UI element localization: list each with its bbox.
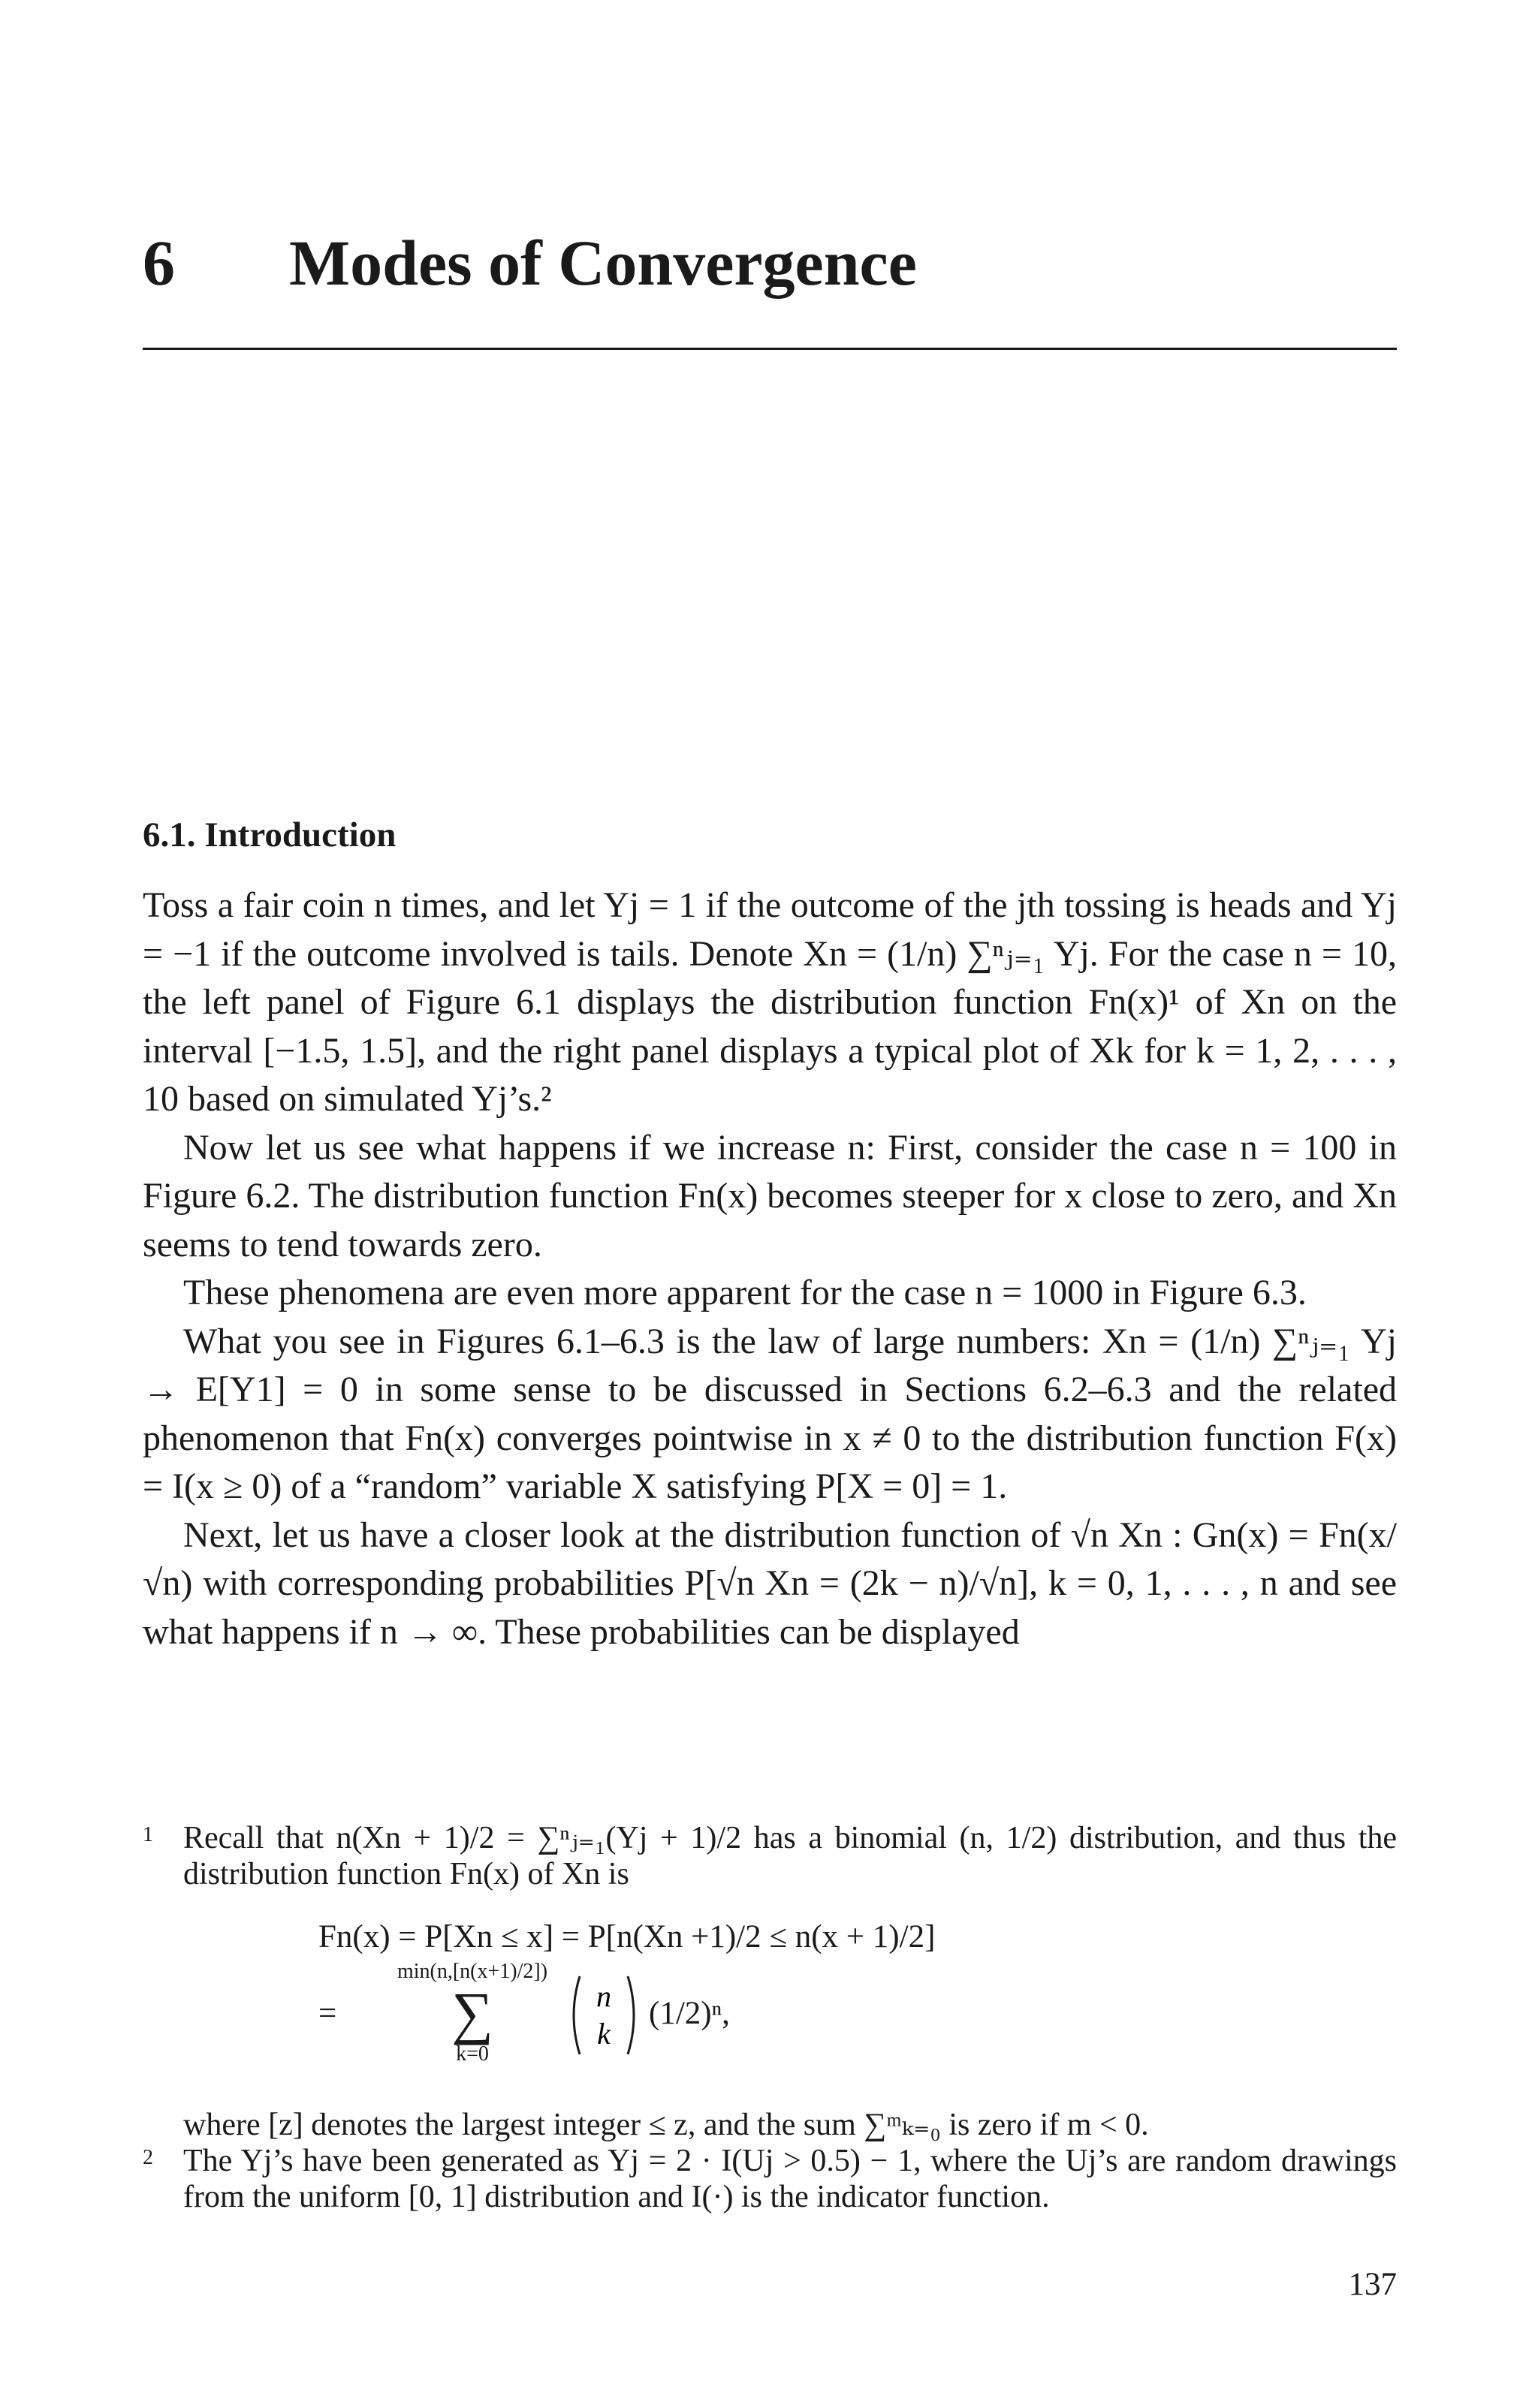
summation: [386, 1960, 559, 2066]
footnotes: [143, 1820, 1397, 2215]
footnote-2-text: The Yj’s have been generated as Yj = 2 · I(Uj > 0.5) − 1, where the Uj’s are random drawings from the uniform [0, 1] distribution and I(·) is the indicator function.: [183, 2144, 1397, 2214]
display-line-1: Fn(x) = P[Xn ≤ x] = P[n(Xn +1)/2 ≤ n(x + 1)/2]: [318, 1919, 936, 1954]
paragraph-4: What you see in Figures 6.1–6.3 is the law of large numbers: Xn = (1/n) ∑ⁿⱼ₌₁ Yj → E[Y1] = 0 in some sense to be discussed in Sections 6.2–6.3 and the related phenomenon that Fn(x) converges pointwise in x ≠ 0 to the distribution function F(x) = I(x ≥ 0) of a “random” variable X satisfying P[X = 0] = 1.: [143, 1321, 1397, 1506]
chapter-rule: [143, 348, 1397, 350]
footnote-1-display-equation: [183, 1915, 1397, 2087]
chapter-heading: [143, 225, 1397, 300]
display-tail: (1/2)ⁿ,: [649, 1996, 730, 2031]
display-line-2: [318, 1960, 1397, 2087]
paragraph-1: Toss a fair coin n times, and let Yj = 1 if the outcome of the jth tossing is heads and Yj = −1 if the outcome involved is tails. Denote Xn = (1/n) ∑ⁿⱼ₌₁ Yj. For the case n = 10, the left panel of Figure 6.1 displays the distribution function Fn(x)¹ of Xn on the interval [−1.5, 1.5], and the right panel displays a typical plot of Xk for k = 1, 2, . . . , 10 based on simulated Yj’s.²: [143, 885, 1397, 1119]
footnote-1: [143, 1820, 1397, 2143]
sum-lower-limit: k=0: [456, 2042, 489, 2066]
page-number: 137: [1348, 2267, 1397, 2302]
footnote-1-text: Recall that n(Xn + 1)/2 = ∑ⁿⱼ₌₁(Yj + 1)/2 has a binomial (n, 1/2) distribution, and thus the distribution function Fn(x) of Xn is: [183, 1821, 1397, 1891]
paragraph-2: Now let us see what happens if we increase n: First, consider the case n = 100 in Figure 6.2. The distribution function Fn(x) becomes steeper for x close to zero, and Xn seems to tend towards zero.: [143, 1127, 1397, 1264]
footnote-2: [143, 2143, 1397, 2215]
footnote-mark-1: 1: [143, 1823, 153, 1846]
chapter-title: Modes of Convergence: [289, 227, 917, 299]
paragraph-5: Next, let us have a closer look at the distribution function of √n Xn : Gn(x) = Fn(x/√n) with corresponding probabilities P[√n Xn = (2k − n)/√n], k = 0, 1, . . . , n and see what happens if n → ∞. These probabilities can be displayed: [143, 1514, 1397, 1652]
body-text: [143, 882, 1397, 1656]
binom-bottom: k: [597, 2017, 611, 2051]
binomial-parentheses: [566, 1970, 641, 2060]
footnote-1-after: where [z] denotes the largest integer ≤ z, and the sum ∑ᵐₖ₌₀ is zero if m < 0.: [183, 2108, 1149, 2142]
sum-sign: ∑: [451, 1980, 493, 2045]
section-heading: 6.1. Introduction: [143, 815, 397, 854]
equals-sign: =: [318, 1996, 337, 2031]
binomial-coefficient: [566, 1970, 641, 2060]
footnote-mark-2: 2: [143, 2146, 153, 2169]
sum-upper-limit: min(n,[n(x+1)/2]): [397, 1960, 548, 1983]
chapter-number: 6: [143, 227, 175, 299]
binom-top: n: [596, 1979, 611, 2013]
paragraph-3: These phenomena are even more apparent for the case n = 1000 in Figure 6.3.: [183, 1273, 1307, 1312]
